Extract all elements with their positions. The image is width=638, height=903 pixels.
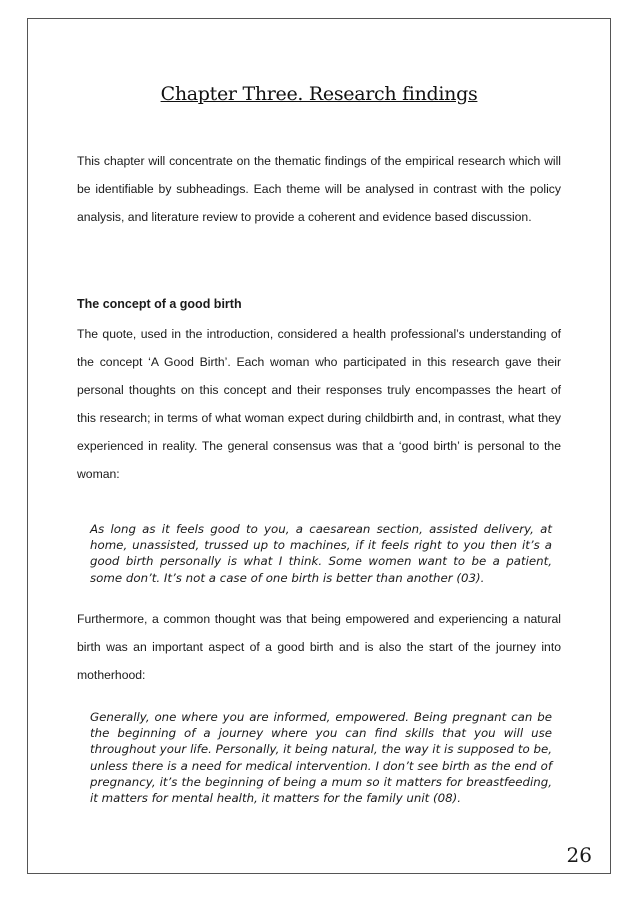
quote-block-1: As long as it feels good to you, a caesarean section, assisted delivery, at home, unassisted, trussed up to machines, if it feels right to you then it’s a good birth personally is what I think. Some women want to be a patient, some don’t. It’s not a case of one birth is better than another (03). [90, 522, 552, 585]
section-heading: The concept of a good birth [77, 297, 242, 311]
page-number: 26 [566, 843, 592, 867]
followup-paragraph: Furthermore, a common thought was that being empowered and experiencing a natural birth was an important aspect of a good birth and is also the start of the journey into motherhood: [77, 612, 561, 682]
section-paragraph: The quote, used in the introduction, considered a health professional’s understanding of the concept ‘A Good Birth’. Each woman who participated in this research gave their personal thoughts on this concept and their responses truly encompasses the heart of this research; in terms of what woman expect during childbirth and, in contrast, what they experienced in reality. The general consensus was that a ‘good birth’ is personal to the woman: [77, 327, 561, 481]
intro-paragraph: This chapter will concentrate on the thematic findings of the empirical research which will be identifiable by subheadings. Each theme will be analysed in contrast with the policy analysis, and literature review to provide a coherent and evidence based discussion. [77, 154, 561, 224]
quote-block-2: Generally, one where you are informed, empowered. Being pregnant can be the beginning of a journey where you can find skills that you will use throughout your life. Personally, it being natural, the way it is supposed to be, unless there is a need for medical intervention. I don’t see birth as the end of pregnancy, it’s the beginning of being a mum so it matters for breastfeeding, it matters for mental health, it matters for the family unit (08). [90, 710, 552, 806]
chapter-title: Chapter Three. Research findings [160, 83, 478, 105]
